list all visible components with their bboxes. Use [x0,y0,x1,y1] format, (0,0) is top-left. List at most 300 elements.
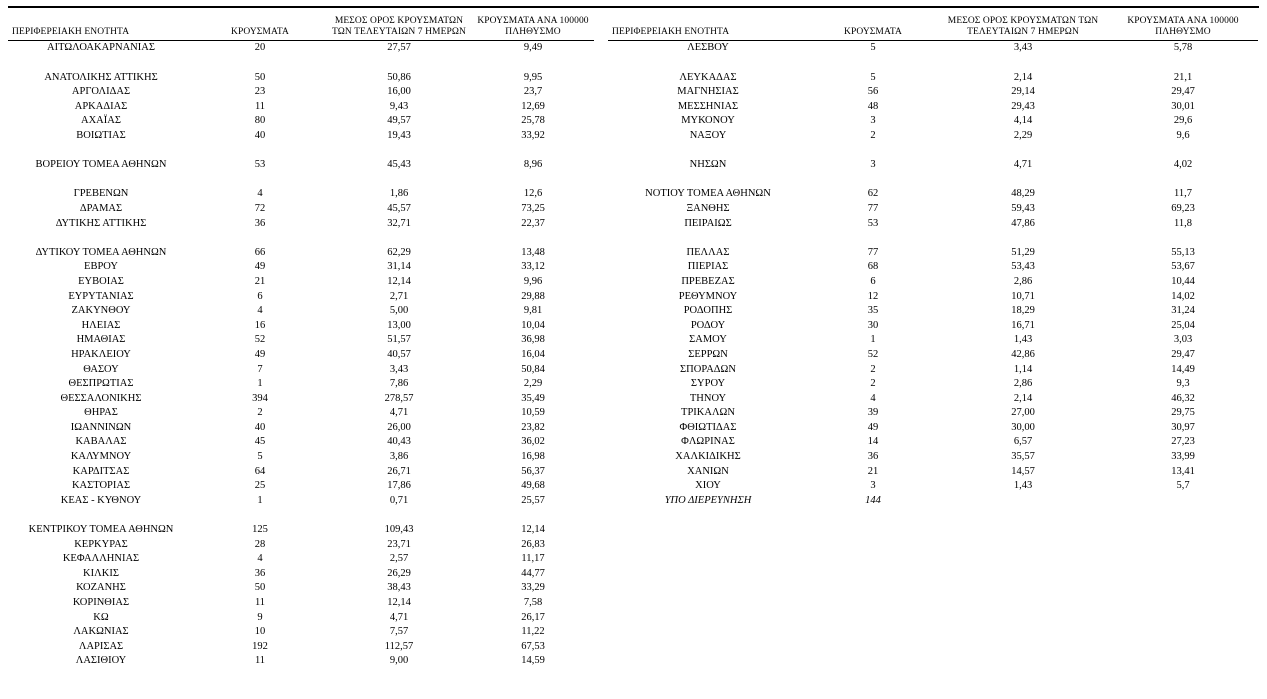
cell-per100k: 26,83 [521,538,545,550]
cell-per100k: 29,47 [1171,86,1195,98]
top-horizontal-rule [8,6,1259,8]
table-row [8,538,594,553]
table-row [8,465,594,480]
cell-region: ΡΟΔΟΥ [690,319,726,331]
table-row [608,304,1258,319]
cell-cases: 4 [257,553,263,565]
cell-avg7: 7,86 [389,378,409,390]
cell-per100k: 9,95 [523,71,543,83]
cell-per100k: 4,02 [1173,159,1193,171]
spacer-cell [608,173,1258,188]
table-row-spacer [8,56,594,71]
cell-region: ΘΗΡΑΣ [84,407,118,419]
cell-avg7: 1,86 [389,188,409,200]
cell-avg7: 1,14 [1013,363,1033,375]
cell-region: ΣΥΡΟΥ [690,378,726,390]
cell-avg7: 9,00 [389,655,409,667]
table-row-spacer [608,231,1258,246]
cell-cases: 192 [252,640,268,652]
table-row [608,275,1258,290]
cell-per100k: 50,84 [521,363,545,375]
cell-cases: 1 [257,494,263,506]
cell-cases: 80 [254,115,266,127]
table-row [608,450,1258,465]
table-row [8,319,594,334]
cell-per100k: 22,37 [521,217,545,229]
cell-avg7: 27,00 [1011,407,1035,419]
cell-region: ΧΑΝΙΩΝ [687,465,729,477]
cell-cases: 394 [252,392,268,404]
cell-cases: 6 [257,290,263,302]
header-row-right [608,16,1258,41]
cell-per100k: 49,68 [521,480,545,492]
cell-cases: 64 [254,465,266,477]
cell-per100k: 29,6 [1173,115,1193,127]
cell-avg7: 26,00 [387,421,411,433]
header-row-left [8,16,594,41]
table-row [608,392,1258,407]
cell-avg7: 30,00 [1011,421,1035,433]
cell-cases: 62 [867,188,879,200]
table-row [608,202,1258,217]
cell-region: ΚΑΡΔΙΤΣΑΣ [72,465,130,477]
cell-cases: 72 [254,202,266,214]
table-row-spacer [8,231,594,246]
cell-per100k: 11,7 [1174,188,1192,200]
cell-cases: 125 [252,524,268,536]
cell-cases: 5 [870,42,876,54]
cell-per100k [1108,494,1258,509]
table-row [608,85,1258,100]
cell-per100k: 25,04 [1171,319,1195,331]
cell-region: ΗΛΕΙΑΣ [81,319,121,331]
cell-per100k: 9,6 [1176,130,1190,142]
cell-avg7: 23,71 [387,538,411,550]
cell-cases: 66 [254,246,266,258]
cell-region: ΠΕΛΛΑΣ [686,246,730,258]
cell-region: ΔΡΑΜΑΣ [79,202,123,214]
table-row [8,202,594,217]
cell-avg7: 48,29 [1011,188,1035,200]
cell-avg7: 5,00 [389,305,409,317]
cell-per100k: 33,12 [521,261,545,273]
table-row [608,217,1258,232]
cell-avg7 [938,494,1108,509]
cell-per100k: 3,03 [1173,334,1193,346]
header-per100k-left: ΚΡΟΥΣΜΑΤΑ ΑΝΑ 100000 ΠΛΗΘΥΣΜΟ [472,16,594,41]
tables-container [8,6,1259,669]
cell-region: ΧΑΛΚΙΔΙΚΗΣ [675,451,741,463]
cell-cases: 49 [867,421,879,433]
cell-avg7: 12,14 [387,597,411,609]
cell-cases: 53 [254,159,266,171]
table-row [8,260,594,275]
spacer-cell [8,231,594,246]
cell-region: ΣΠΟΡΑΔΩΝ [680,363,736,375]
cell-cases: 50 [254,71,266,83]
cell-avg7: 51,57 [387,334,411,346]
table-row [8,129,594,144]
spacer-cell [8,508,594,523]
cell-avg7: 32,71 [387,217,411,229]
cell-avg7: 12,14 [387,275,411,287]
cell-avg7: 26,71 [387,465,411,477]
cell-region: ΜΕΣΣΗΝΙΑΣ [677,100,739,112]
cell-cases: 39 [867,407,879,419]
table-row [608,377,1258,392]
cell-region: ΝΑΞΟΥ [689,130,727,142]
cell-per100k: 46,32 [1171,392,1195,404]
table-row [608,114,1258,129]
cell-per100k: 35,49 [521,392,545,404]
cell-avg7: 62,29 [387,246,411,258]
cell-cases: 3 [870,480,876,492]
cell-avg7: 49,57 [387,115,411,127]
table-row [8,567,594,582]
cell-region: ΑΝΑΤΟΛΙΚΗΣ ΑΤΤΙΚΗΣ [44,71,158,83]
header-per100k-right: ΚΡΟΥΣΜΑΤΑ ΑΝΑ 100000 ΠΛΗΘΥΣΜΟ [1108,16,1258,41]
cell-avg7: 14,57 [1011,465,1035,477]
cell-region: ΚΩ [93,611,109,623]
cell-region: ΘΑΣΟΥ [83,363,119,375]
cell-per100k: 33,29 [521,582,545,594]
cell-region: ΚΟΖΑΝΗΣ [76,582,126,594]
header-avg7-left: ΜΕΣΟΣ ΟΡΟΣ ΚΡΟΥΣΜΑΤΩΝ ΤΩΝ ΤΕΛΕΥΤΑΙΩΝ 7 ΗΜΕΡΩΝ [326,16,472,41]
cell-per100k: 44,77 [521,567,545,579]
table-row [8,275,594,290]
cell-region: ΛΕΣΒΟΥ [687,42,729,54]
cell-region: ΜΥΚΟΝΟΥ [681,115,735,127]
cell-region: ΣΑΜΟΥ [689,334,727,346]
cell-per100k: 36,02 [521,436,545,448]
cell-cases: 7 [257,363,263,375]
cell-cases: 5 [870,71,876,83]
cell-region: ΥΠΟ ΔΙΕΡΕΥΝΗΣΗ [664,494,752,506]
table-row-spacer [8,173,594,188]
cell-region: ΑΡΚΑΔΙΑΣ [74,100,128,112]
cell-per100k: 23,7 [523,86,543,98]
cell-cases: 1 [870,334,876,346]
cell-avg7: 42,86 [1011,348,1035,360]
cell-cases: 28 [254,538,266,550]
cell-avg7: 59,43 [1011,202,1035,214]
cell-cases: 6 [870,275,876,287]
table-row [8,392,594,407]
cell-avg7: 16,71 [1011,319,1035,331]
table-row [8,304,594,319]
cell-per100k: 2,29 [523,378,543,390]
table-head-right [608,16,1258,41]
cell-per100k: 5,7 [1176,480,1190,492]
table-row [8,333,594,348]
cell-avg7: 109,43 [384,524,414,536]
cell-avg7: 16,00 [387,86,411,98]
cell-avg7: 40,43 [387,436,411,448]
table-row-spacer [608,144,1258,159]
cell-cases: 12 [867,290,879,302]
header-region-right: ΠΕΡΙΦΕΡΕΙΑΚΗ ΕΝΟΤΗΤΑ [608,16,808,41]
cell-cases: 9 [257,611,263,623]
table-row [608,158,1258,173]
table-row [608,348,1258,363]
table-row [8,187,594,202]
table-row [8,71,594,86]
cell-region: ΦΛΩΡΙΝΑΣ [681,436,735,448]
cell-avg7: 40,57 [387,348,411,360]
cell-per100k: 69,23 [1171,202,1195,214]
cell-cases: 36 [254,567,266,579]
cell-region: ΝΟΤΙΟΥ ΤΟΜΕΑ ΑΘΗΝΩΝ [645,188,771,200]
cell-cases: 5 [257,451,263,463]
cell-cases: 11 [254,655,266,667]
table-row [8,581,594,596]
regional-cases-table-right [608,16,1258,508]
cell-avg7: 53,43 [1011,261,1035,273]
cell-cases: 10 [254,626,266,638]
table-row [8,654,594,669]
cell-per100k: 73,25 [521,202,545,214]
cell-cases: 77 [867,246,879,258]
cell-avg7: 10,71 [1011,290,1035,302]
table-row [608,319,1258,334]
table-head-left [8,16,594,41]
cell-per100k: 30,97 [1171,421,1195,433]
table-row [608,41,1258,56]
cell-avg7: 6,57 [1013,436,1033,448]
cell-per100k: 11,17 [521,553,545,565]
cell-avg7: 35,57 [1011,451,1035,463]
cell-per100k: 14,49 [1171,363,1195,375]
table-row [8,611,594,626]
cell-cases: 1 [257,378,263,390]
cell-per100k: 21,1 [1173,71,1193,83]
cell-per100k: 12,14 [521,524,545,536]
cell-region: ΡΕΘΥΜΝΟΥ [678,290,738,302]
table-row-spacer [608,173,1258,188]
table-row [608,333,1258,348]
cell-region: ΣΕΡΡΩΝ [688,348,728,360]
cell-cases: 53 [867,217,879,229]
cell-per100k: 7,58 [523,597,543,609]
table-row [8,246,594,261]
cell-cases: 23 [254,86,266,98]
cell-cases: 16 [254,319,266,331]
header-cases-left: ΚΡΟΥΣΜΑΤΑ [194,16,326,41]
cell-region: ΑΙΤΩΛΟΑΚΑΡΝΑΝΙΑΣ [47,42,155,54]
cell-per100k: 26,17 [521,611,545,623]
cell-avg7: 3,43 [1013,42,1033,54]
cell-avg7: 3,86 [389,451,409,463]
table-row [8,100,594,115]
cell-region: ΡΟΔΟΠΗΣ [683,305,733,317]
cell-region: ΦΘΙΩΤΙΔΑΣ [679,421,737,433]
table-row [608,260,1258,275]
table-body-left [8,41,594,669]
header-avg7-right: ΜΕΣΟΣ ΟΡΟΣ ΚΡΟΥΣΜΑΤΩΝ ΤΩΝ ΤΕΛΕΥΤΑΙΩΝ 7 ΗΜΕΡΩΝ [938,16,1108,41]
cell-avg7: 29,14 [1011,86,1035,98]
cell-cases: 36 [867,451,879,463]
cell-avg7: 2,86 [1013,378,1033,390]
spacer-cell [608,56,1258,71]
cell-cases: 4 [257,188,263,200]
cell-per100k: 67,53 [521,640,545,652]
cell-region: ΠΡΕΒΕΖΑΣ [681,275,735,287]
table-row [608,435,1258,450]
table-row [8,625,594,640]
cell-region: ΤΗΝΟΥ [689,392,727,404]
cell-avg7: 4,71 [389,407,409,419]
cell-region: ΠΙΕΡΙΑΣ [687,261,729,273]
cell-region: ΛΑΣΙΘΙΟΥ [75,655,127,667]
cell-per100k: 25,57 [521,494,545,506]
cell-cases: 144 [865,494,881,506]
cell-cases: 21 [254,275,266,287]
table-row [608,246,1258,261]
table-row [608,465,1258,480]
spacer-cell [608,231,1258,246]
cell-avg7: 112,57 [384,640,414,652]
cell-per100k: 33,99 [1171,451,1195,463]
table-row [8,523,594,538]
cell-avg7: 50,86 [387,71,411,83]
cell-region: ΚΕΦΑΛΛΗΝΙΑΣ [62,553,140,565]
cell-avg7: 19,43 [387,130,411,142]
cell-cases: 4 [257,305,263,317]
table-row [8,450,594,465]
cell-per100k: 14,02 [1171,290,1195,302]
cell-cases: 52 [867,348,879,360]
table-row [8,640,594,655]
cell-avg7: 18,29 [1011,305,1035,317]
cell-region: ΛΕΥΚΑΔΑΣ [679,71,737,83]
table-row [608,290,1258,305]
cell-cases: 20 [254,42,266,54]
table-row [8,290,594,305]
cell-region: ΓΡΕΒΕΝΩΝ [73,188,129,200]
cell-region: ΕΒΡΟΥ [84,261,118,273]
cell-region: ΚΙΛΚΙΣ [83,567,119,579]
cell-region: ΑΡΓΟΛΙΔΑΣ [71,86,131,98]
cell-region: ΒΟΡΕΙΟΥ ΤΟΜΕΑ ΑΘΗΝΩΝ [35,159,167,171]
cell-region: ΚΑΛΥΜΝΟΥ [70,451,132,463]
cell-per100k: 12,69 [521,100,545,112]
cell-avg7: 27,57 [387,42,411,54]
table-row [8,362,594,377]
cell-per100k: 13,41 [1171,465,1195,477]
cell-per100k: 10,04 [521,319,545,331]
cell-cases: 40 [254,421,266,433]
cell-region: ΚΑΣΤΟΡΙΑΣ [71,480,131,492]
cell-region: ΕΥΒΟΙΑΣ [78,275,124,287]
cell-cases: 2 [870,363,876,375]
cell-avg7: 17,86 [387,480,411,492]
cell-avg7: 26,29 [387,567,411,579]
cell-per100k: 9,49 [523,42,543,54]
cell-region: ΤΡΙΚΑΛΩΝ [681,407,735,419]
regional-cases-table-left [8,16,594,669]
cell-per100k: 29,75 [1171,407,1195,419]
cell-per100k: 9,3 [1176,378,1190,390]
cell-avg7: 51,29 [1011,246,1035,258]
table-body-right [608,41,1258,509]
cell-region: ΛΑΚΩΝΙΑΣ [73,626,129,638]
cell-per100k: 14,59 [521,655,545,667]
cell-avg7: 29,43 [1011,100,1035,112]
cell-cases: 40 [254,130,266,142]
cell-cases: 56 [867,86,879,98]
cell-avg7: 38,43 [387,582,411,594]
spacer-cell [608,144,1258,159]
cell-cases: 45 [254,436,266,448]
table-row-spacer [608,56,1258,71]
table-row [8,596,594,611]
cell-per100k: 33,92 [521,130,545,142]
cell-region: ΔΥΤΙΚΟΥ ΤΟΜΕΑ ΑΘΗΝΩΝ [35,246,167,258]
table-row [608,129,1258,144]
cell-per100k: 53,67 [1171,261,1195,273]
cell-avg7: 2,57 [389,553,409,565]
cell-cases: 35 [867,305,879,317]
cell-region: ΚΑΒΑΛΑΣ [75,436,127,448]
cell-per100k: 30,01 [1171,100,1195,112]
cell-per100k: 8,96 [523,159,543,171]
cell-avg7: 2,14 [1013,71,1033,83]
cell-region: ΘΕΣΣΑΛΟΝΙΚΗΣ [60,392,142,404]
cell-cases: 2 [870,130,876,142]
cell-per100k: 12,6 [523,188,543,200]
cell-avg7: 31,14 [387,261,411,273]
cell-cases: 48 [867,100,879,112]
cell-per100k: 10,44 [1171,275,1195,287]
cell-per100k: 29,47 [1171,348,1195,360]
table-row [8,114,594,129]
cell-region: ΒΟΙΩΤΙΑΣ [76,130,126,142]
cell-region: ΚΕΑΣ - ΚΥΘΝΟΥ [60,494,142,506]
cell-region: ΖΑΚΥΝΘΟΥ [71,305,131,317]
cell-cases: 49 [254,348,266,360]
cell-region: ΞΑΝΘΗΣ [686,202,730,214]
cell-cases: 50 [254,582,266,594]
cell-per100k: 29,88 [521,290,545,302]
cell-avg7: 7,57 [389,626,409,638]
cell-per100k: 56,37 [521,465,545,477]
cell-per100k: 9,81 [523,305,543,317]
cell-cases: 49 [254,261,266,273]
cell-avg7: 9,43 [389,100,409,112]
table-row [8,421,594,436]
cell-cases: 11 [254,100,266,112]
cell-cases: 14 [867,436,879,448]
cell-cases: 77 [867,202,879,214]
table-row [608,71,1258,86]
cell-avg7: 45,43 [387,159,411,171]
cell-region: ΘΕΣΠΡΩΤΙΑΣ [68,378,134,390]
cell-avg7: 4,71 [1013,159,1033,171]
cell-cases: 52 [254,334,266,346]
cell-region: ΗΡΑΚΛΕΙΟΥ [71,348,131,360]
cell-region: ΚΕΡΚΥΡΑΣ [74,538,128,550]
cell-avg7: 45,57 [387,202,411,214]
cell-avg7: 278,57 [384,392,414,404]
cell-per100k: 5,78 [1173,42,1193,54]
table-row [8,552,594,567]
table-row [608,406,1258,421]
cell-avg7: 2,29 [1013,130,1033,142]
cell-region: ΔΥΤΙΚΗΣ ΑΤΤΙΚΗΣ [55,217,147,229]
cell-per100k: 9,96 [523,275,543,287]
cell-per100k: 27,23 [1171,436,1195,448]
cell-per100k: 13,48 [521,246,545,258]
